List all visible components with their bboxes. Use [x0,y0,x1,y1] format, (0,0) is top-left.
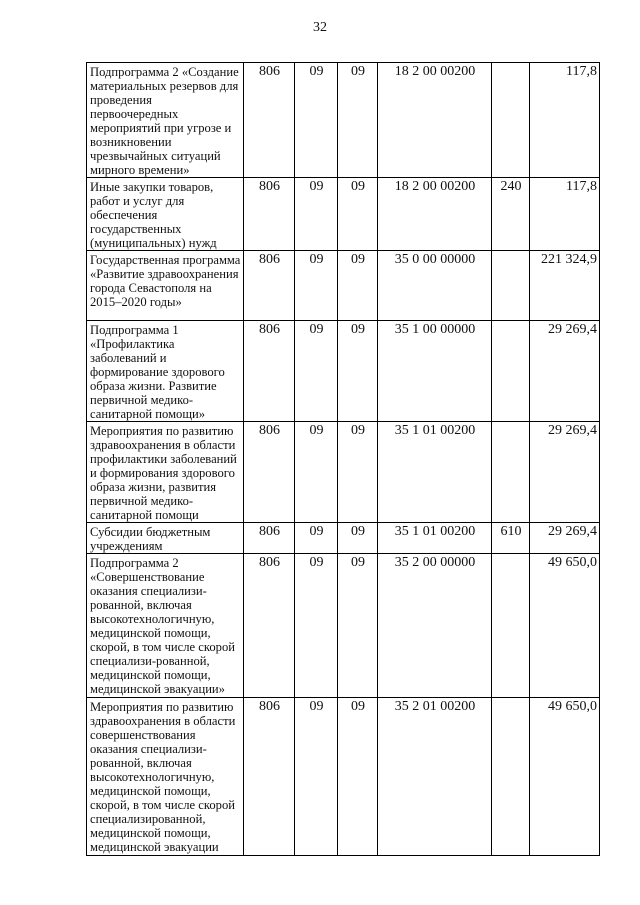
department-code: 806 [244,554,295,698]
amount: 49 650,0 [530,554,600,698]
section-code: 09 [295,321,338,422]
amount: 49 650,0 [530,698,600,856]
subsection-code: 09 [338,554,378,698]
department-code: 806 [244,321,295,422]
table-row [87,251,600,321]
target-item-code: 35 1 00 00000 [378,321,492,422]
expense-type-code [492,321,530,422]
row-name: Иные закупки товаров, работ и услуг для обеспечения государственных (муниципальных) нужд [87,178,244,251]
expense-type-code [492,251,530,321]
amount: 29 269,4 [530,523,600,554]
table-row [87,422,600,523]
department-code: 806 [244,251,295,321]
section-code: 09 [295,178,338,251]
department-code: 806 [244,422,295,523]
subsection-code: 09 [338,698,378,856]
subsection-code: 09 [338,523,378,554]
subsection-code: 09 [338,63,378,178]
department-code: 806 [244,178,295,251]
section-code: 09 [295,523,338,554]
row-name: Подпрограмма 1 «Профилактика заболеваний и формирование здорового образа жизни. Развитие первичной медико-санитарной помощи» [87,321,244,422]
row-name: Государственная программа «Развитие здравоохранения города Севастополя на 2015–2020 годы» [87,251,244,321]
target-item-code: 35 2 00 00000 [378,554,492,698]
section-code: 09 [295,554,338,698]
target-item-code: 35 2 01 00200 [378,698,492,856]
table-row [87,523,600,554]
amount: 29 269,4 [530,321,600,422]
table-row [87,178,600,251]
section-code: 09 [295,251,338,321]
department-code: 806 [244,698,295,856]
expense-type-code [492,698,530,856]
target-item-code: 35 0 00 00000 [378,251,492,321]
row-name: Подпрограмма 2 «Совершенствование оказания специализи-рованной, включая высокотехнологичную, медицинской помощи, скорой, в том числе скорой специализи-рованной, медицинской помощи, медицинской эвакуации» [87,554,244,698]
row-name: Субсидии бюджетным учреждениям [87,523,244,554]
target-item-code: 35 1 01 00200 [378,422,492,523]
target-item-code: 18 2 00 00200 [378,63,492,178]
amount: 117,8 [530,63,600,178]
subsection-code: 09 [338,321,378,422]
expense-type-code [492,63,530,178]
section-code: 09 [295,422,338,523]
amount: 29 269,4 [530,422,600,523]
expense-type-code: 240 [492,178,530,251]
row-name: Мероприятия по развитию здравоохранения в области профилактики заболеваний и формирования здорового образа жизни, развития первичной медико-санитарной помощи [87,422,244,523]
expense-type-code [492,554,530,698]
table-row [87,63,600,178]
subsection-code: 09 [338,251,378,321]
row-name: Подпрограмма 2 «Создание материальных резервов для проведения первоочередных мероприятий при угрозе и возникновении чрезвычайных ситуаций мирного времени» [87,63,244,178]
subsection-code: 09 [338,422,378,523]
amount: 117,8 [530,178,600,251]
section-code: 09 [295,63,338,178]
row-name: Мероприятия по развитию здравоохранения в области совершенствования оказания специализи-рованной, включая высокотехнологичную, медицинской помощи, скорой, в том числе скорой специализированной, медицинской помощи, медицинской эвакуации [87,698,244,856]
table-row [87,321,600,422]
target-item-code: 18 2 00 00200 [378,178,492,251]
budget-table [86,62,600,856]
subsection-code: 09 [338,178,378,251]
expense-type-code: 610 [492,523,530,554]
amount: 221 324,9 [530,251,600,321]
table-row [87,698,600,856]
expense-type-code [492,422,530,523]
department-code: 806 [244,63,295,178]
page-number: 32 [313,20,327,35]
target-item-code: 35 1 01 00200 [378,523,492,554]
department-code: 806 [244,523,295,554]
section-code: 09 [295,698,338,856]
table-row [87,554,600,698]
